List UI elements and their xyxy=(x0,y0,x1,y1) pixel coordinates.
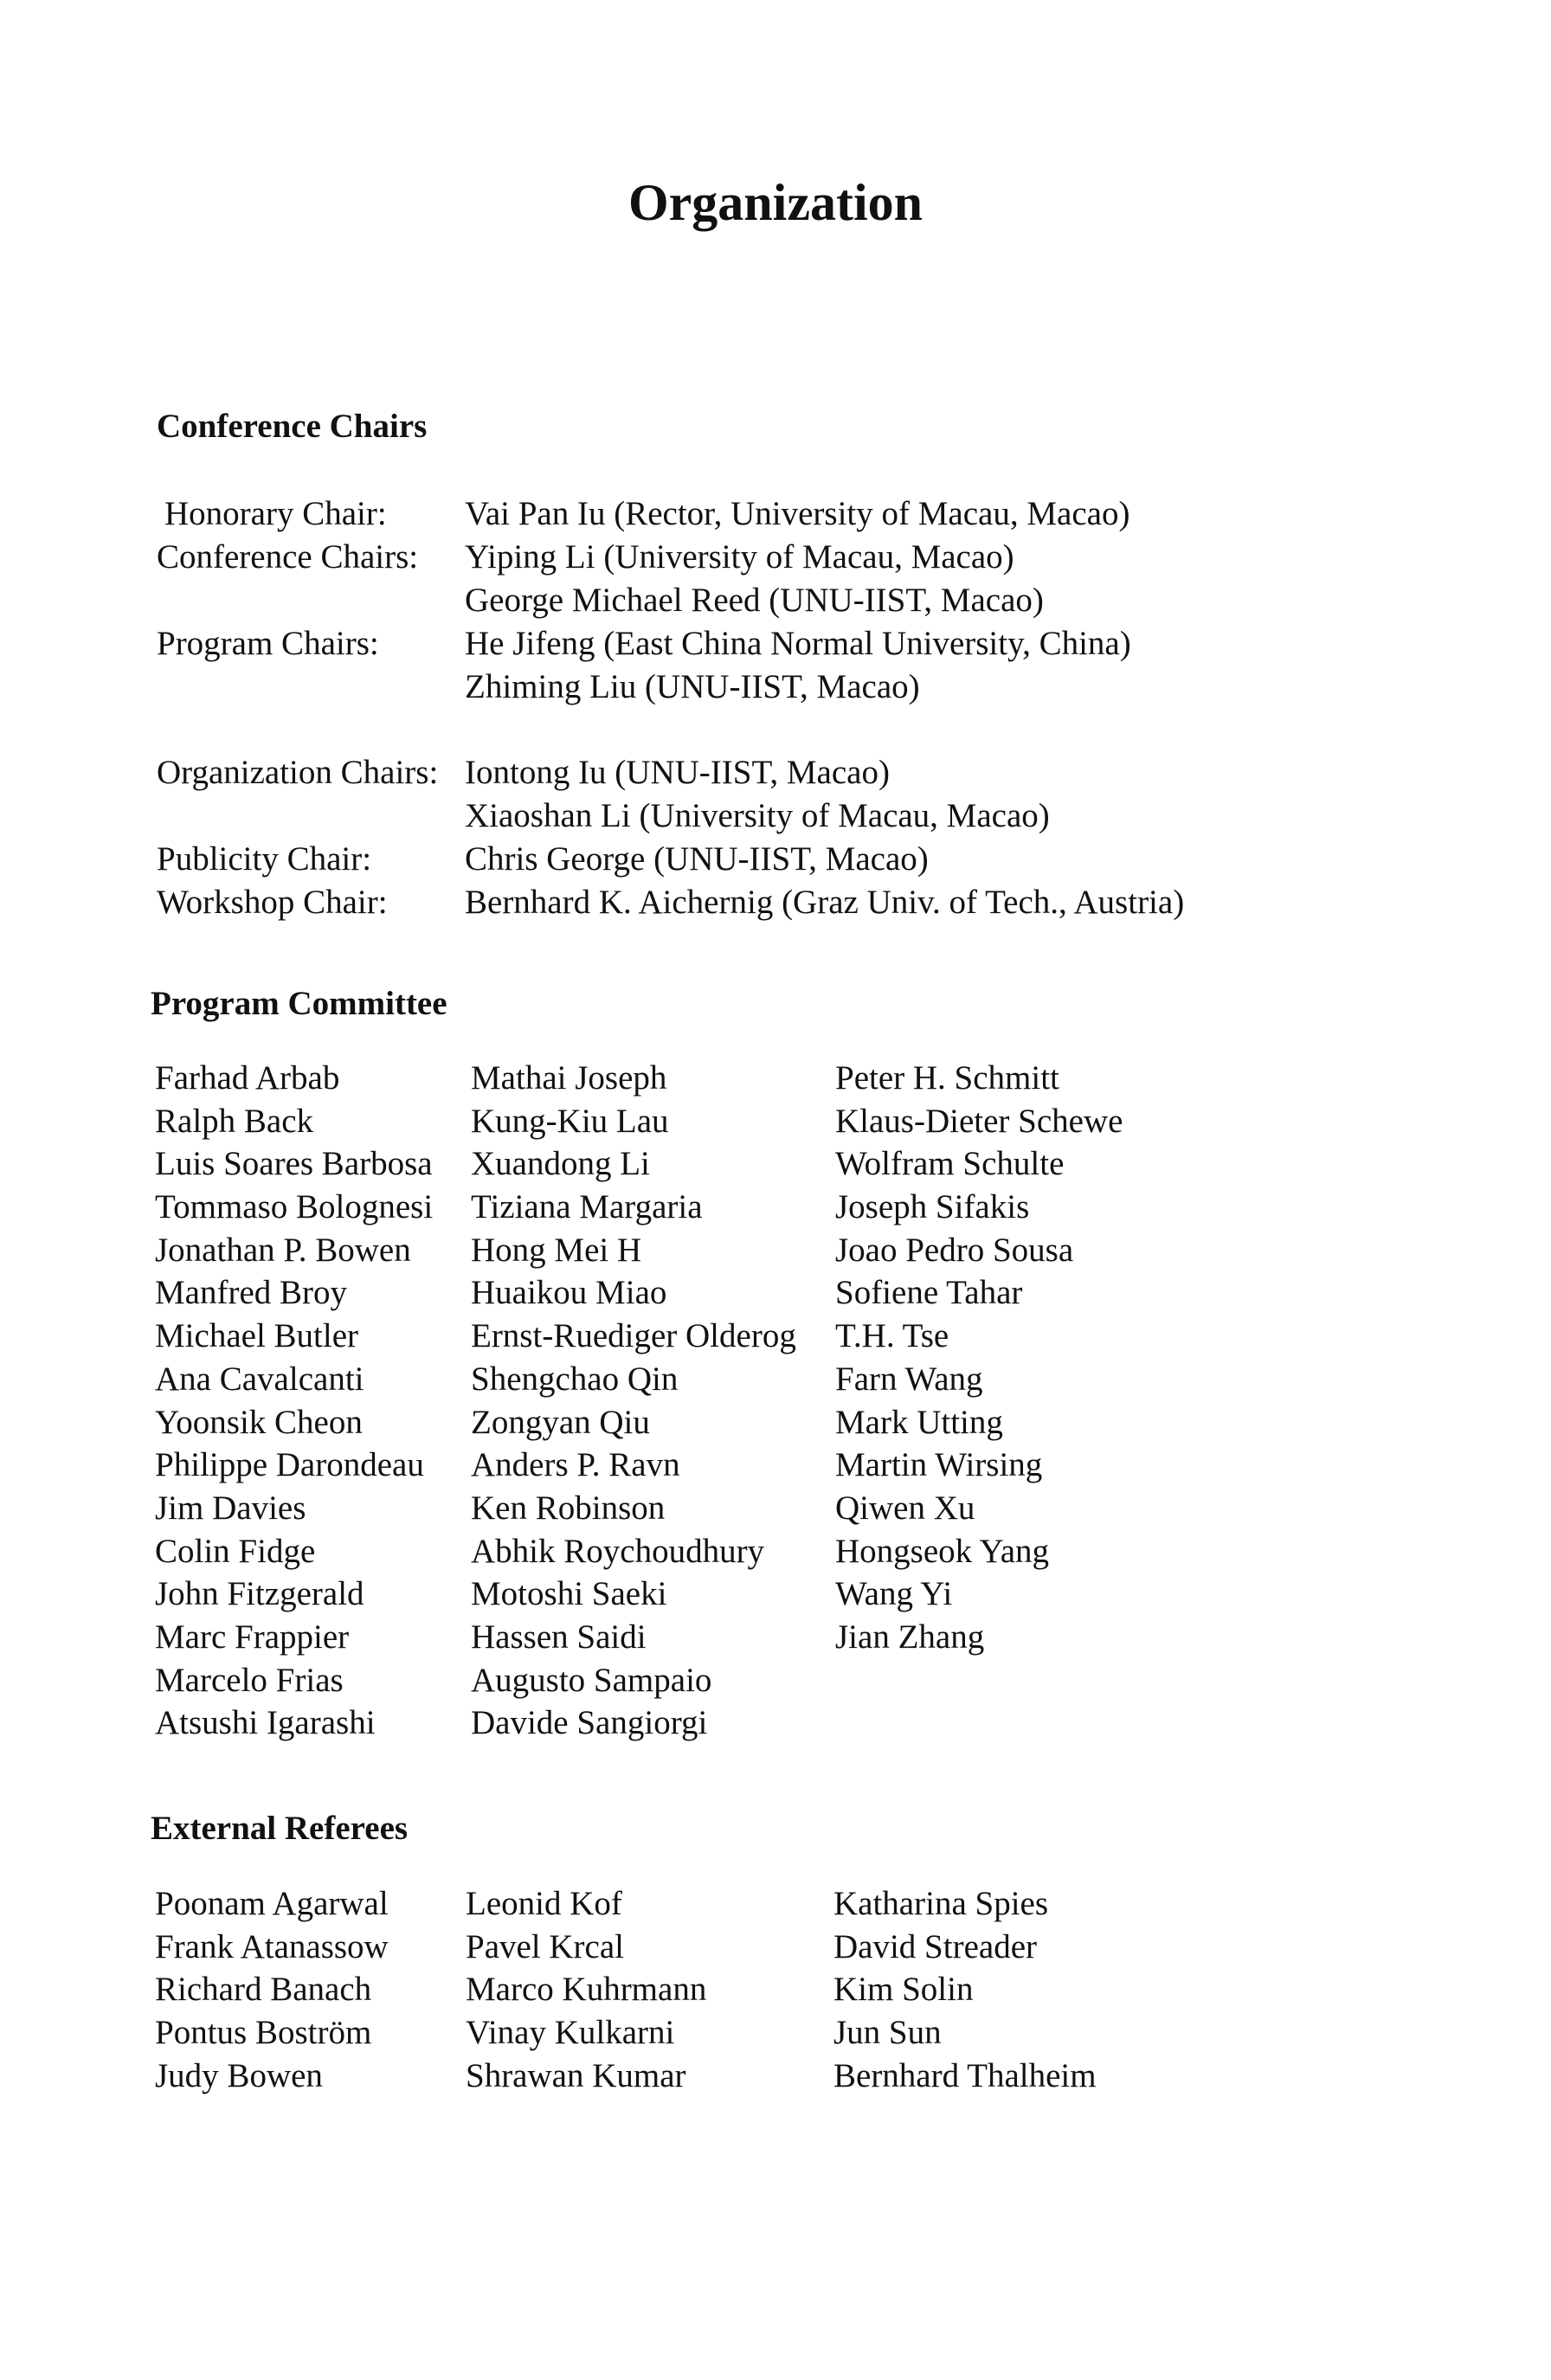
committee-member: Hongseok Yang xyxy=(835,1532,1050,1570)
referee: David Streader xyxy=(833,1927,1037,1965)
chair-label: Conference Chairs: xyxy=(157,538,419,576)
section-heading-program-committee: Program Committee xyxy=(151,985,447,1022)
committee-member: Jim Davies xyxy=(155,1489,306,1527)
referee: Jun Sun xyxy=(833,2014,942,2052)
committee-member: Sofiene Tahar xyxy=(835,1274,1023,1312)
committee-member: Jian Zhang xyxy=(835,1618,985,1656)
committee-member: Yoonsik Cheon xyxy=(155,1403,363,1441)
committee-member: Wang Yi xyxy=(835,1575,953,1613)
committee-member: Marcelo Frias xyxy=(155,1661,344,1699)
committee-member: Abhik Roychoudhury xyxy=(471,1532,765,1570)
chair-value: Chris George (UNU-IIST, Macao) xyxy=(465,840,929,878)
committee-member: Ernst-Ruediger Olderog xyxy=(471,1317,796,1355)
committee-member: T.H. Tse xyxy=(835,1317,949,1355)
committee-member: Shengchao Qin xyxy=(471,1360,679,1398)
chair-label: Organization Chairs: xyxy=(157,754,439,791)
chair-value: Iontong Iu (UNU-IIST, Macao) xyxy=(465,754,890,791)
committee-member: Michael Butler xyxy=(155,1317,359,1355)
committee-member: John Fitzgerald xyxy=(155,1575,364,1613)
committee-member: Tommaso Bolognesi xyxy=(155,1188,434,1226)
committee-member: Joao Pedro Sousa xyxy=(835,1231,1074,1269)
chair-value: George Michael Reed (UNU-IIST, Macao) xyxy=(465,582,1044,619)
referee: Vinay Kulkarni xyxy=(466,2014,675,2052)
committee-member: Klaus-Dieter Schewe xyxy=(835,1102,1123,1140)
page-title: Organization xyxy=(628,174,923,231)
chair-value: Bernhard K. Aichernig (Graz Univ. of Tech., Austria) xyxy=(465,884,1185,921)
program-committee-column-2 xyxy=(471,1057,796,1745)
referee: Frank Atanassow xyxy=(155,1927,389,1965)
referee: Marco Kuhrmann xyxy=(466,1971,707,2009)
referee: Bernhard Thalheim xyxy=(833,2056,1097,2094)
committee-member: Qiwen Xu xyxy=(835,1489,975,1527)
committee-member: Hong Mei H xyxy=(471,1231,642,1269)
committee-member: Mark Utting xyxy=(835,1403,1003,1441)
referee: Katharina Spies xyxy=(833,1885,1049,1922)
referee: Kim Solin xyxy=(833,1971,974,2009)
chair-value: He Jifeng (East China Normal University, China) xyxy=(465,625,1131,662)
referee: Pavel Krcal xyxy=(466,1927,625,1965)
external-referees-column-1 xyxy=(155,1882,389,2097)
committee-member: Ana Cavalcanti xyxy=(155,1360,364,1398)
referee: Poonam Agarwal xyxy=(155,1885,389,1922)
referee: Pontus Boström xyxy=(155,2014,372,2052)
committee-member: Luis Soares Barbosa xyxy=(155,1145,433,1183)
external-referees-column-3 xyxy=(833,1882,1097,2097)
committee-member: Kung-Kiu Lau xyxy=(471,1102,669,1140)
committee-member: Wolfram Schulte xyxy=(835,1145,1065,1183)
committee-member: Farhad Arbab xyxy=(155,1059,340,1097)
chair-label: Workshop Chair: xyxy=(157,884,388,921)
committee-member: Farn Wang xyxy=(835,1360,983,1398)
section-heading-external-referees: External Referees xyxy=(151,1810,409,1847)
committee-member: Huaikou Miao xyxy=(471,1274,667,1312)
section-heading-conference-chairs: Conference Chairs xyxy=(157,408,428,445)
chair-value: Yiping Li (University of Macau, Macao) xyxy=(465,538,1014,576)
committee-member: Zongyan Qiu xyxy=(471,1403,650,1441)
committee-member: Ken Robinson xyxy=(471,1489,666,1527)
referee: Shrawan Kumar xyxy=(466,2056,686,2094)
chair-value: Zhiming Liu (UNU-IIST, Macao) xyxy=(465,668,920,705)
committee-member: Motoshi Saeki xyxy=(471,1575,667,1613)
committee-member: Hassen Saidi xyxy=(471,1618,647,1656)
committee-member: Tiziana Margaria xyxy=(471,1188,703,1226)
committee-member: Mathai Joseph xyxy=(471,1059,667,1097)
referee: Richard Banach xyxy=(155,1971,372,2009)
program-committee-column-3 xyxy=(835,1057,1123,1659)
chair-label: Honorary Chair: xyxy=(164,495,387,532)
chair-value: Vai Pan Iu (Rector, University of Macau, Macao) xyxy=(465,495,1130,532)
committee-member: Peter H. Schmitt xyxy=(835,1059,1059,1097)
committee-member: Davide Sangiorgi xyxy=(471,1704,708,1742)
program-committee-column-1 xyxy=(155,1057,433,1745)
referee: Judy Bowen xyxy=(155,2056,323,2094)
committee-member: Martin Wirsing xyxy=(835,1446,1043,1484)
committee-member: Joseph Sifakis xyxy=(835,1188,1030,1226)
committee-member: Manfred Broy xyxy=(155,1274,348,1312)
chair-label: Publicity Chair: xyxy=(157,840,372,878)
committee-member: Xuandong Li xyxy=(471,1145,650,1183)
chair-value: Xiaoshan Li (University of Macau, Macao) xyxy=(465,797,1050,834)
chair-label: Program Chairs: xyxy=(157,625,379,662)
committee-member: Augusto Sampaio xyxy=(471,1661,712,1699)
committee-member: Marc Frappier xyxy=(155,1618,350,1656)
committee-member: Colin Fidge xyxy=(155,1532,316,1570)
external-referees-column-2 xyxy=(466,1882,706,2097)
committee-member: Ralph Back xyxy=(155,1102,314,1140)
committee-member: Jonathan P. Bowen xyxy=(155,1231,411,1269)
referee: Leonid Kof xyxy=(466,1885,622,1922)
committee-member: Anders P. Ravn xyxy=(471,1446,680,1484)
committee-member: Atsushi Igarashi xyxy=(155,1704,376,1742)
committee-member: Philippe Darondeau xyxy=(155,1446,424,1484)
